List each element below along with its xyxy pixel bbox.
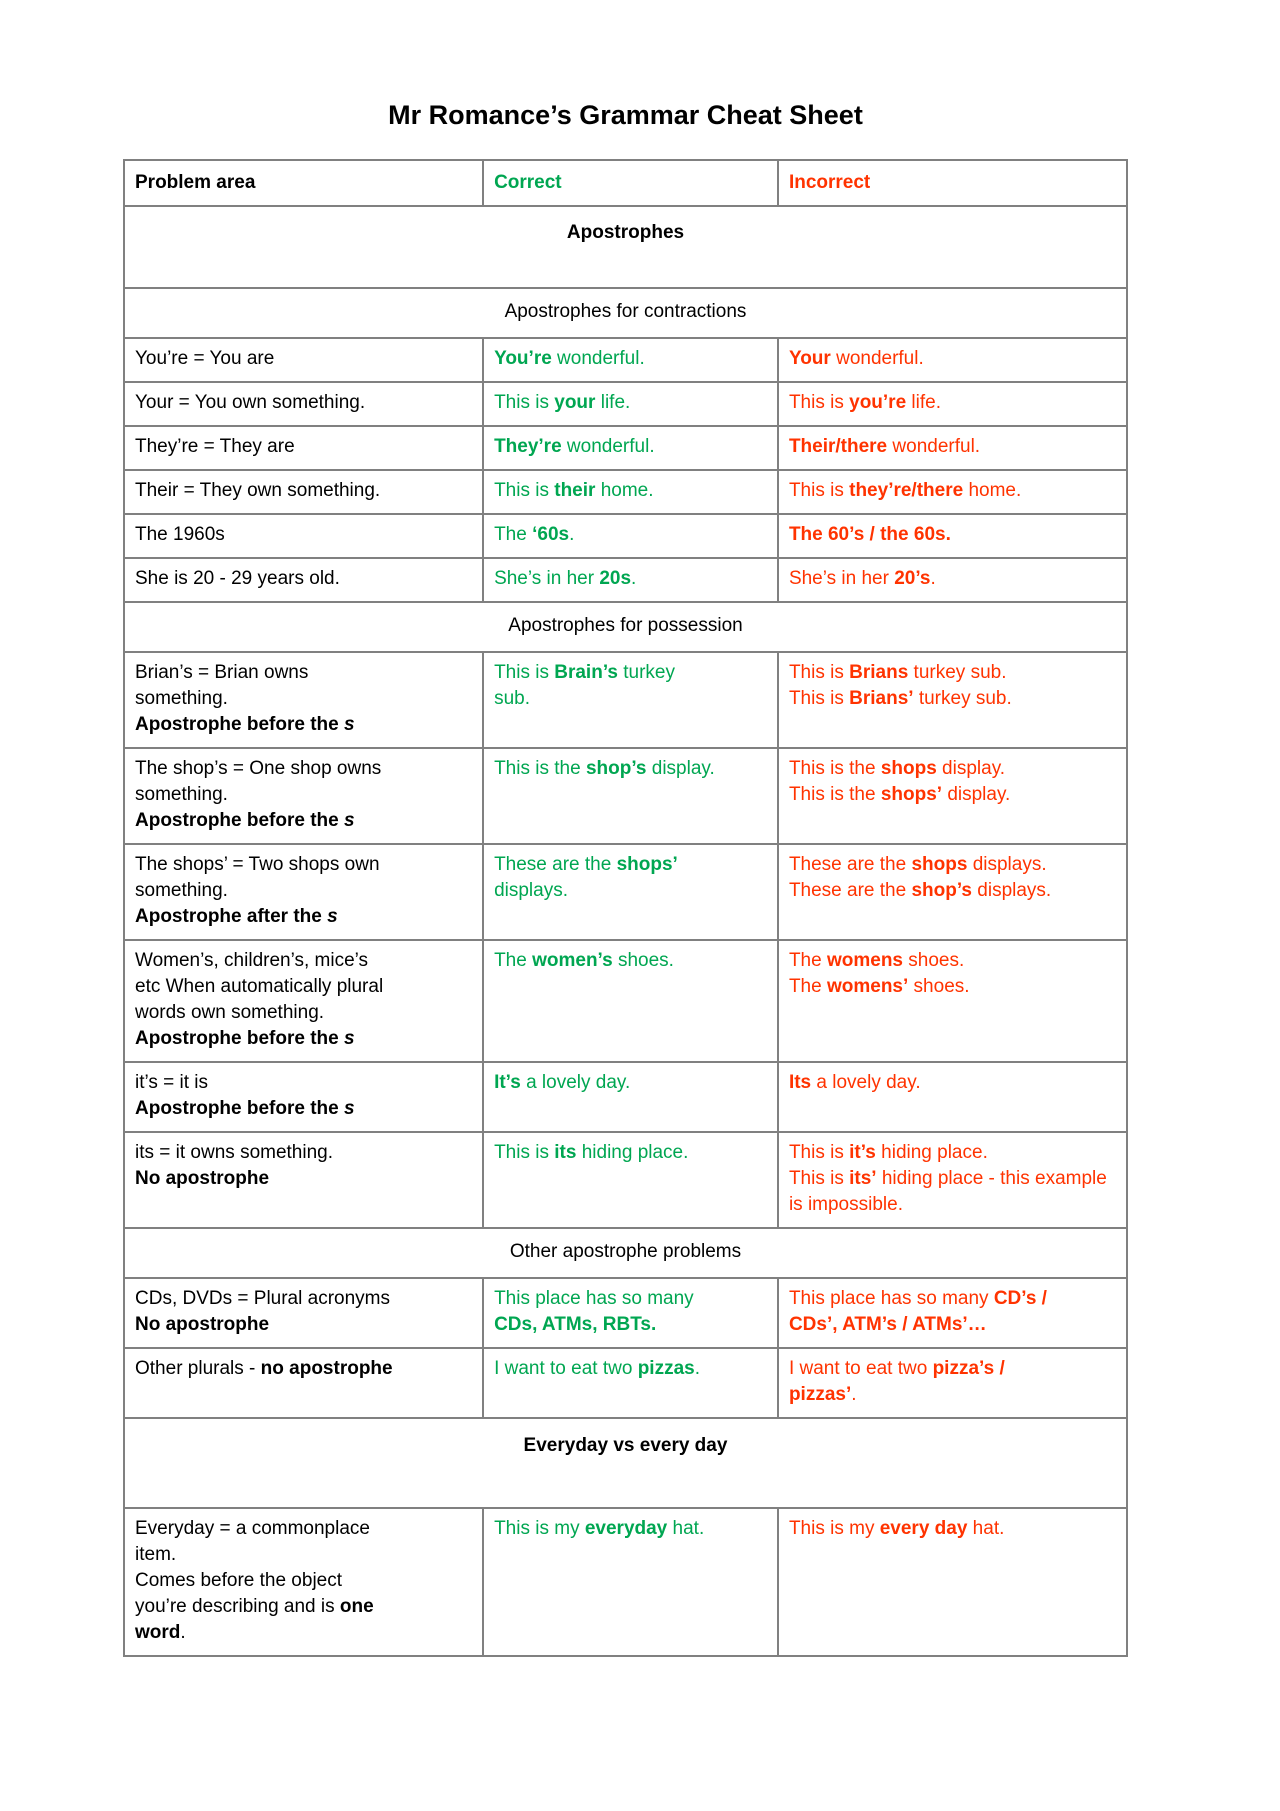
cell-line (789, 1312, 1116, 1338)
cell-line (135, 1286, 472, 1312)
text-segment: s (344, 1028, 355, 1049)
text-segment: something. (135, 880, 228, 901)
correct-cell (483, 1508, 778, 1656)
cell-line (135, 346, 472, 372)
correct-cell (483, 382, 778, 426)
cell-line (135, 522, 472, 548)
text-segment: hiding place. (576, 1142, 689, 1163)
cell-line (135, 1026, 472, 1052)
cell-line (135, 1140, 472, 1166)
text-segment: shops’ (880, 784, 943, 805)
cell-line (135, 478, 472, 504)
text-segment: item. (135, 1544, 177, 1565)
text-segment: Their/there (788, 436, 888, 457)
text-segment: s (344, 714, 355, 735)
table-row (124, 426, 1127, 470)
text-segment: This is (494, 480, 555, 501)
correct-cell (483, 844, 778, 940)
text-segment: something. (135, 688, 228, 709)
correct-cell (483, 1062, 778, 1132)
text-segment: display. (646, 758, 715, 779)
incorrect-cell (778, 940, 1127, 1062)
cell-line (789, 478, 1116, 504)
cell-line (494, 566, 767, 592)
page-title: Mr Romance’s Grammar Cheat Sheet (388, 100, 863, 130)
table-row (124, 844, 1127, 940)
correct-cell (483, 1348, 778, 1418)
incorrect-cell (778, 470, 1127, 514)
problem-cell (124, 1508, 483, 1656)
text-segment: This is (788, 662, 850, 683)
text-segment: shops (880, 758, 937, 779)
table-row (124, 382, 1127, 426)
cheatsheet-table-body (124, 206, 1127, 1656)
table-row (124, 1228, 1127, 1278)
text-segment: CDs, DVDs = Plural acronyms (135, 1288, 390, 1309)
text-segment: Brians’ (849, 688, 914, 709)
text-segment: These are the (788, 854, 912, 875)
cell-line (494, 686, 767, 712)
cell-line (494, 878, 767, 904)
cell-line (135, 1620, 472, 1646)
text-segment: These are the (494, 854, 617, 875)
text-segment: This is (788, 688, 850, 709)
incorrect-cell (778, 748, 1127, 844)
correct-cell (483, 338, 778, 382)
correct-cell (483, 470, 778, 514)
text-segment: Your (788, 348, 831, 369)
problem-cell (124, 1278, 483, 1348)
text-segment: it’s (849, 1142, 876, 1163)
text-segment: This is (494, 662, 555, 683)
text-segment: This is (788, 1142, 850, 1163)
cell-line (135, 1516, 472, 1542)
text-segment: . (569, 524, 575, 545)
text-segment: hat. (667, 1518, 705, 1539)
cell-line (789, 1286, 1116, 1312)
cell-line (789, 974, 1116, 1000)
table-row (124, 1508, 1127, 1656)
problem-cell (124, 470, 483, 514)
text-segment: This is (788, 480, 850, 501)
table-header-row (124, 160, 1127, 206)
text-segment: display. (936, 758, 1006, 779)
text-segment: No apostrophe (135, 1168, 270, 1189)
text-segment: you’re describing and is (135, 1596, 340, 1617)
table-row (124, 338, 1127, 382)
text-segment: This is (788, 1168, 850, 1189)
text-segment: wonderful. (887, 436, 981, 457)
text-segment: a lovely day. (520, 1072, 631, 1093)
cell-line (135, 852, 472, 878)
text-segment: shop’s (911, 880, 972, 901)
subsection-header: Apostrophes for possession (124, 602, 1127, 652)
cell-line (494, 1312, 767, 1338)
text-segment: displays. (967, 854, 1047, 875)
text-segment: Apostrophe before the (135, 714, 345, 735)
incorrect-cell (778, 514, 1127, 558)
text-segment: Apostrophe before the (135, 1028, 345, 1049)
cell-line (789, 1516, 1116, 1542)
cell-line (135, 904, 472, 930)
text-segment: hiding place. (875, 1142, 988, 1163)
text-segment: your (554, 392, 596, 413)
text-segment: Everyday = a commonplace (135, 1518, 370, 1539)
cell-line (789, 660, 1116, 686)
cell-line (135, 1312, 472, 1338)
text-segment: you’re (849, 392, 907, 413)
correct-cell (483, 1278, 778, 1348)
text-segment: womens’ (826, 976, 909, 997)
problem-cell (124, 940, 483, 1062)
text-segment: home. (595, 480, 654, 501)
text-segment: I want to eat two (494, 1358, 638, 1379)
text-segment: life. (595, 392, 631, 413)
cell-line (135, 878, 472, 904)
text-segment: Their = They own something. (135, 480, 381, 501)
text-segment: s (344, 810, 355, 831)
cell-line (135, 756, 472, 782)
text-segment: It’s (494, 1072, 521, 1093)
problem-cell (124, 1062, 483, 1132)
correct-cell (483, 558, 778, 602)
cell-line (135, 1070, 472, 1096)
text-segment: turkey sub. (908, 662, 1007, 683)
problem-cell (124, 558, 483, 602)
cell-line (494, 852, 767, 878)
incorrect-cell (778, 1348, 1127, 1418)
text-segment: its = it owns something. (135, 1142, 334, 1163)
text-segment: they’re/there (849, 480, 964, 501)
cell-line (494, 346, 767, 372)
text-segment: one (339, 1596, 374, 1617)
grammar-table (123, 159, 1128, 1657)
cell-line (789, 686, 1116, 712)
cell-line (494, 522, 767, 548)
text-segment: something. (135, 784, 228, 805)
text-segment: The (788, 976, 827, 997)
column-header-problem-area: Problem area (124, 160, 483, 206)
table-row (124, 748, 1127, 844)
cell-line (135, 808, 472, 834)
text-segment: This is the (788, 758, 881, 779)
correct-cell (483, 652, 778, 748)
text-segment: Apostrophe before the (135, 810, 345, 831)
text-segment: CDs, ATMs, RBTs. (494, 1314, 657, 1335)
cell-line (789, 948, 1116, 974)
text-segment: Brians (849, 662, 909, 683)
text-segment: You’re (494, 348, 552, 369)
correct-cell (483, 940, 778, 1062)
correct-cell (483, 1132, 778, 1228)
cell-line (135, 660, 472, 686)
subsection-header: Other apostrophe problems (124, 1228, 1127, 1278)
incorrect-cell (778, 1278, 1127, 1348)
correct-cell (483, 748, 778, 844)
text-segment: s (327, 906, 338, 927)
text-segment: This is the (788, 784, 881, 805)
problem-cell (124, 1348, 483, 1418)
problem-cell (124, 382, 483, 426)
problem-cell (124, 652, 483, 748)
text-segment: displays. (494, 880, 568, 901)
cell-line (494, 1516, 767, 1542)
text-segment: This is my (788, 1518, 880, 1539)
text-segment: . (631, 568, 637, 589)
text-segment: words own something. (135, 1002, 325, 1023)
text-segment: wonderful. (830, 348, 924, 369)
cell-line (494, 390, 767, 416)
table-row (124, 1278, 1127, 1348)
text-segment: etc When automatically plural (135, 976, 384, 997)
text-segment: 20’s (894, 568, 931, 589)
incorrect-cell (778, 426, 1127, 470)
text-segment: ‘60s (532, 524, 570, 545)
table-row (124, 206, 1127, 288)
table-row (124, 288, 1127, 338)
table-row (124, 940, 1127, 1062)
text-segment: s (344, 1098, 355, 1119)
cell-line (135, 1166, 472, 1192)
text-segment: Comes before the object (135, 1570, 343, 1591)
cell-line (135, 974, 472, 1000)
cell-line (789, 1166, 1116, 1218)
table-row (124, 514, 1127, 558)
column-header-incorrect: Incorrect (778, 160, 1127, 206)
text-segment: They’re (494, 436, 562, 457)
cell-line (789, 1356, 1116, 1382)
incorrect-cell (778, 338, 1127, 382)
table-row (124, 652, 1127, 748)
text-segment: hiding place - this example is impossible. (788, 1168, 1107, 1215)
cell-line (789, 1070, 1116, 1096)
text-segment: display. (942, 784, 1011, 805)
text-segment: This is (494, 392, 555, 413)
text-segment: This place has so many (788, 1288, 994, 1309)
text-segment: The 60’s / the 60s. (788, 524, 951, 545)
text-segment: This is (788, 392, 850, 413)
text-segment: everyday (584, 1518, 668, 1539)
text-segment: She is 20 - 29 years old. (135, 568, 340, 589)
text-segment: pizzas (637, 1358, 695, 1379)
incorrect-cell (778, 382, 1127, 426)
subsection-header: Apostrophes for contractions (124, 288, 1127, 338)
cell-line (494, 756, 767, 782)
cell-line (789, 878, 1116, 904)
text-segment: a lovely day. (811, 1072, 921, 1093)
cell-line (789, 1140, 1116, 1166)
correct-cell (483, 426, 778, 470)
cell-line (789, 346, 1116, 372)
cell-line (135, 782, 472, 808)
text-segment: women’s (532, 950, 613, 971)
text-segment: turkey (617, 662, 675, 683)
incorrect-cell (778, 652, 1127, 748)
text-segment: life. (906, 392, 942, 413)
text-segment: They’re = They are (135, 436, 295, 457)
text-segment: turkey sub. (913, 688, 1012, 709)
table-row (124, 602, 1127, 652)
document-page (123, 0, 1128, 1657)
text-segment: . (180, 1622, 186, 1643)
text-segment: their (554, 480, 596, 501)
text-segment: no apostrophe (260, 1358, 393, 1379)
text-segment: pizza’s / (932, 1358, 1005, 1379)
problem-cell (124, 1132, 483, 1228)
cell-line (494, 1070, 767, 1096)
incorrect-cell (778, 1508, 1127, 1656)
text-segment: Women’s, children’s, mice’s (135, 950, 369, 971)
text-segment: These are the (788, 880, 912, 901)
cell-line (789, 522, 1116, 548)
table-row (124, 1062, 1127, 1132)
section-header: Apostrophes (124, 206, 1127, 288)
text-segment: shoes. (903, 950, 965, 971)
text-segment: . (694, 1358, 701, 1379)
cell-line (494, 1356, 767, 1382)
text-segment: its (554, 1142, 577, 1163)
text-segment: wonderful. (551, 348, 645, 369)
text-segment: Your = You own something. (135, 392, 366, 413)
cell-line (135, 1568, 472, 1594)
cell-line (789, 756, 1116, 782)
text-segment: displays. (972, 880, 1052, 901)
text-segment: This is (494, 1142, 555, 1163)
text-segment: Brain’s (554, 662, 618, 683)
cell-line (789, 566, 1116, 592)
text-segment: This is the (494, 758, 586, 779)
text-segment: home. (963, 480, 1022, 501)
text-segment: its’ (849, 1168, 877, 1189)
problem-cell (124, 426, 483, 470)
text-segment: The (788, 950, 827, 971)
text-segment: You’re = You are (135, 348, 275, 369)
text-segment: it’s = it is (135, 1072, 209, 1093)
text-segment: wonderful. (561, 436, 655, 457)
text-segment: . (930, 568, 936, 589)
cell-line (135, 948, 472, 974)
text-segment: shops (911, 854, 968, 875)
text-segment: . (851, 1384, 857, 1405)
incorrect-cell (778, 558, 1127, 602)
text-segment: She’s in her (788, 568, 895, 589)
text-segment: every day (879, 1518, 968, 1539)
text-segment: womens (826, 950, 903, 971)
text-segment: pizzas’ (788, 1384, 852, 1405)
section-header: Everyday vs every day (124, 1418, 1127, 1508)
text-segment: shops’ (616, 854, 678, 875)
incorrect-cell (778, 844, 1127, 940)
text-segment: No apostrophe (135, 1314, 270, 1335)
text-segment: The (494, 950, 533, 971)
text-segment: The shop’s = One shop owns (135, 758, 382, 779)
text-segment: word (135, 1622, 181, 1643)
text-segment: Apostrophe before the (135, 1098, 345, 1119)
cell-line (789, 1382, 1116, 1408)
text-segment: 20s (599, 568, 632, 589)
incorrect-cell (778, 1132, 1127, 1228)
text-segment: CDs’, ATM’s / ATMs’… (788, 1314, 987, 1335)
text-segment: Apostrophe after the (135, 906, 328, 927)
problem-cell (124, 338, 483, 382)
table-row (124, 470, 1127, 514)
text-segment: Its (788, 1072, 812, 1093)
text-segment: The (494, 524, 533, 545)
text-segment: I want to eat two (788, 1358, 933, 1379)
text-segment: The 1960s (135, 524, 225, 545)
text-segment: This is my (494, 1518, 585, 1539)
correct-cell (483, 514, 778, 558)
cell-line (789, 782, 1116, 808)
cell-line (135, 1356, 472, 1382)
cell-line (789, 390, 1116, 416)
cell-line (135, 566, 472, 592)
cell-line (494, 948, 767, 974)
cell-line (135, 1594, 472, 1620)
text-segment: shoes. (612, 950, 674, 971)
cell-line (135, 434, 472, 460)
cell-line (494, 478, 767, 504)
cell-line (494, 1286, 767, 1312)
cell-line (135, 1542, 472, 1568)
text-segment: Brian’s = Brian owns (135, 662, 309, 683)
text-segment: sub. (494, 688, 530, 709)
text-segment: This place has so many (494, 1288, 694, 1309)
cell-line (789, 434, 1116, 460)
text-segment: hat. (967, 1518, 1005, 1539)
cell-line (135, 686, 472, 712)
table-row (124, 1348, 1127, 1418)
text-segment: She’s in her (494, 568, 600, 589)
cell-line (789, 852, 1116, 878)
cell-line (494, 434, 767, 460)
problem-cell (124, 514, 483, 558)
text-segment: shop’s (585, 758, 647, 779)
table-row (124, 558, 1127, 602)
cell-line (494, 660, 767, 686)
text-segment: CD’s / (993, 1288, 1047, 1309)
text-segment: Other plurals - (135, 1358, 261, 1379)
table-row (124, 1132, 1127, 1228)
table-row (124, 1418, 1127, 1508)
cell-line (135, 1000, 472, 1026)
cell-line (135, 1096, 472, 1122)
cell-line (494, 1140, 767, 1166)
problem-cell (124, 748, 483, 844)
cell-line (135, 390, 472, 416)
incorrect-cell (778, 1062, 1127, 1132)
column-header-correct: Correct (483, 160, 778, 206)
text-segment: The shops’ = Two shops own (135, 854, 380, 875)
cell-line (135, 712, 472, 738)
problem-cell (124, 844, 483, 940)
text-segment: shoes. (908, 976, 970, 997)
